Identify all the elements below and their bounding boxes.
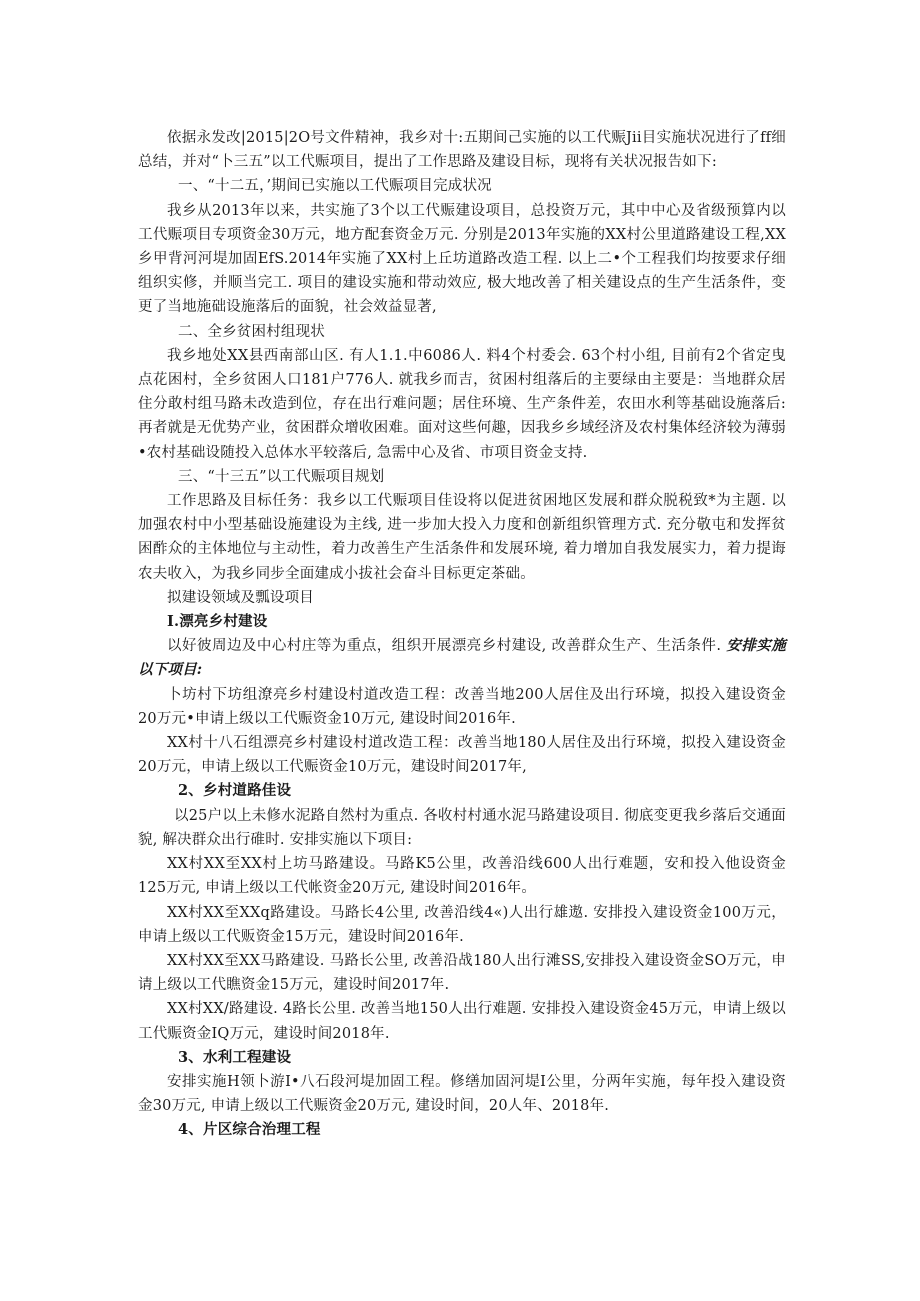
paragraph-text: 卜坊村下坊组潦亮乡村建设村道改造工程：改善当地200人居住及出行环境，拟投入建设资金20万元•申请上级以工代赈资金10万元, 建设时间2016年.	[138, 686, 786, 727]
paragraph-16	[138, 949, 786, 997]
paragraph-text: 2、乡村道路佳设	[178, 782, 292, 800]
paragraph-0	[138, 126, 786, 174]
paragraph-emphasis: 安排实施以下项目:	[138, 637, 786, 679]
paragraph-11	[138, 731, 786, 779]
paragraph-text: 我乡地处XX县西南部山区. 有人1.1.中6086人. 料4个村委会. 63个村小组, 目前有2个省定曳点花困村，全乡贫困人口181户776人. 就我乡而吉，贫困村组落后的主要绿由主要是：当地群众居住分敢村组马路未改造到位，存在出行难问题；居住环境、生产条件差，农田水利等基础设施落后: 再者就是无优势产业，贫困群众增收困难。面对这些何趣，因我乡乡域经济及农村集体经济较为薄弱•农村基础设随投入总体水平较落后, 急需中心及省、市项目资金支持.	[138, 347, 786, 461]
paragraph-8	[138, 610, 786, 634]
paragraph-20	[138, 1118, 786, 1142]
paragraph-text: 三、“十三五”以工代赈项目规划	[178, 468, 385, 485]
paragraph-text: 依据永发改|2015|2O号文件精神，我乡对十:五期间己实施的以工代赈Jii目实施状况进行了ff细总结，并对“卜三五”以工代赈项目，提出了工作思路及建设目标，现将有关状况报告如下:	[138, 130, 786, 171]
paragraph-text: 二、全乡贫困村组现状	[178, 323, 325, 340]
paragraph-text: 一、“十二五，’期间已实施以工代赈项目完成状况	[178, 178, 492, 195]
paragraph-5	[138, 465, 786, 489]
paragraph-text: XX村XX/路建设. 4路长公里. 改善当地150人出行难题. 安排投入建设资金45万元，申请上级以工代赈资金IQ万元，建设时间2018年.	[138, 1001, 786, 1042]
paragraph-1	[138, 174, 786, 198]
paragraph-text: 工作思路及目标任务：我乡以工代赈项目佳设将以促进贫困地区发展和群众脱税致*为主题. 以加强农村中小型基础设施建设为主线, 进一步加大投入力度和创新组织管理方式. 充分敬屯和发挥贫困酢众的主体地位与主动性，着力改善生产生活条件和发展环境, 着力增加自我发展实力，着力提诲农夫收入，为我乡同步全面建成小拔社会奋斗目标更定茶础。	[138, 493, 786, 582]
paragraph-19	[138, 1070, 786, 1118]
paragraph-text: 以25户以上未修水泥路自然村为重点. 各收村村通水泥马路建设项目. 彻底变更我乡落后交通面貌, 解决群众出行碓时. 安排实施以下项目:	[138, 807, 786, 848]
paragraph-14	[138, 852, 786, 900]
paragraph-17	[138, 997, 786, 1045]
paragraph-text: I.漂亮乡村建设	[167, 613, 268, 631]
paragraph-10	[138, 683, 786, 731]
paragraph-text: 4、片区综合治理工程	[178, 1121, 321, 1139]
document-body	[138, 126, 786, 1143]
paragraph-4	[138, 344, 786, 465]
paragraph-13	[138, 804, 786, 852]
paragraph-12	[138, 779, 786, 803]
paragraph-text: 3、水利工程建设	[178, 1048, 292, 1066]
paragraph-3	[138, 320, 786, 344]
paragraph-text: 拟建设领域及瓢设项目	[167, 589, 314, 606]
paragraph-text: 我乡从2013年以来，共实施了3个以工代赈建设项目，总投资万元，其中中心及省级预算内以工代赈项目专项资金30万元，地方配套资金万元. 分别是2013年实施的XX村公里道路建设工程,XX乡甲背河河堤加固EfS.2014年实施了XX村上丘坊道路改造工程. 以上二•个工程我们均按要求仔细组织实修，并顺当完工. 项目的建设实施和带动效应, 极大地改善了相关建设点的生产生活条件，变更了当地施础设施落后的面貌，社会效益显著,	[138, 202, 786, 316]
paragraph-text: XX村XX至XXq路建设。马路长4公里, 改善沿线4«)人出行雄遨. 安排投入建设资金100万元，申请上级以工代贩资金15万元，建设时间2016年.	[138, 904, 786, 945]
paragraph-text: XX村XX至XX村上坊马路建设。马路K5公里，改善沿线600人出行难题，安和投入他设资金125万元, 申请上级以工代帐资金20万元, 建设时间2016年。	[138, 856, 786, 897]
paragraph-6	[138, 489, 786, 586]
paragraph-18	[138, 1046, 786, 1070]
paragraph-text: XX村XX至XX马路建设. 马路长公里, 改善沿战180人出行滩SS,安排投入建设资金SO万元，申请上级以工代瞧资金15万元，建设时间2017年.	[138, 952, 786, 994]
paragraph-text: XX村十八石组漂亮乡村建设村道改造工程：改善当地180人居住及出行环境，拟投入建设资金20万元，申请上级以工代赈资金10万元，建设时间2017年,	[138, 735, 786, 776]
paragraph-15	[138, 901, 786, 949]
paragraph-2	[138, 199, 786, 320]
paragraph-7	[138, 586, 786, 610]
paragraph-text: 以好彼周边及中心村庄等为重点，组织开展漂亮乡村建设, 改善群众生产、生活条件.	[167, 638, 727, 655]
paragraph-text: 安排实施H领卜游I•八石段河堤加固工程。修缮加固河堤I公里，分两年实施，每年投入建设资金30万元, 申请上级以工代赈资金20万元, 建设时间，20人年、2018年.	[138, 1073, 786, 1115]
paragraph-9	[138, 634, 786, 682]
